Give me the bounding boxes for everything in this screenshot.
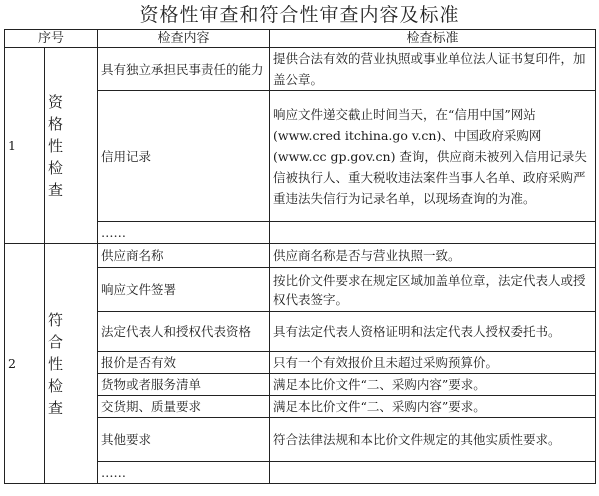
table-header-row — [5, 30, 596, 48]
item-cell: 交货期、质量要求 — [98, 396, 270, 418]
section-group-label: 符合性检查 — [45, 244, 98, 484]
header-item: 检查内容 — [98, 30, 270, 48]
item-cell: 报价是否有效 — [98, 352, 270, 374]
item-cell: 供应商名称 — [98, 244, 270, 268]
standard-cell: 供应商名称是否与营业执照一致。 — [270, 244, 596, 268]
item-cell: 法定代表人和授权代表资格 — [98, 312, 270, 352]
item-cell: 信用记录 — [98, 91, 270, 222]
standard-cell: 只有一个有效报价且未超过采购预算价。 — [270, 352, 596, 374]
section-group-label: 资格性检查 — [45, 48, 98, 244]
section-number: 2 — [5, 244, 45, 484]
standard-cell: 符合法律法规和本比价文件规定的其他实质性要求。 — [270, 418, 596, 462]
standard-cell — [270, 462, 596, 484]
item-cell: 其他要求 — [98, 418, 270, 462]
standard-cell — [270, 222, 596, 244]
page-title: 资格性审查和符合性审查内容及标准 — [139, 4, 460, 26]
standard-cell: 满足本比价文件“二、采购内容”要求。 — [270, 396, 596, 418]
item-cell: 具有独立承担民事责任的能力 — [98, 48, 270, 91]
item-cell: 响应文件签署 — [98, 268, 270, 312]
standard-cell: 提供合法有效的营业执照或事业单位法人证书复印件，加盖公章。 — [270, 48, 596, 91]
header-standard: 检查标准 — [270, 30, 596, 48]
standard-cell: 按比价文件要求在规定区域加盖单位章，法定代表人或授权代表签字。 — [270, 268, 596, 312]
header-no: 序号 — [5, 30, 98, 48]
standard-cell: 具有法定代表人资格证明和法定代表人授权委托书。 — [270, 312, 596, 352]
standard-cell: 满足本比价文件“二、采购内容”要求。 — [270, 374, 596, 396]
item-cell: …… — [98, 462, 270, 484]
item-cell: …… — [98, 222, 270, 244]
review-criteria-table — [4, 29, 596, 484]
section-number: 1 — [5, 48, 45, 244]
table-row — [5, 244, 596, 268]
table-row — [5, 48, 596, 91]
standard-cell: 响应文件递交截止时间当天，在“信用中国”网站(www.cred itchina.go v.cn)、中国政府采购网(www.cc gp.gov.cn) 查询，供应商未被列入信用记录失信被执行人、重大税收违法案件当事人名单、政府采购严重违法失信行为记录名单，以现场查询的为准。 — [270, 91, 596, 222]
item-cell: 货物或者服务清单 — [98, 374, 270, 396]
